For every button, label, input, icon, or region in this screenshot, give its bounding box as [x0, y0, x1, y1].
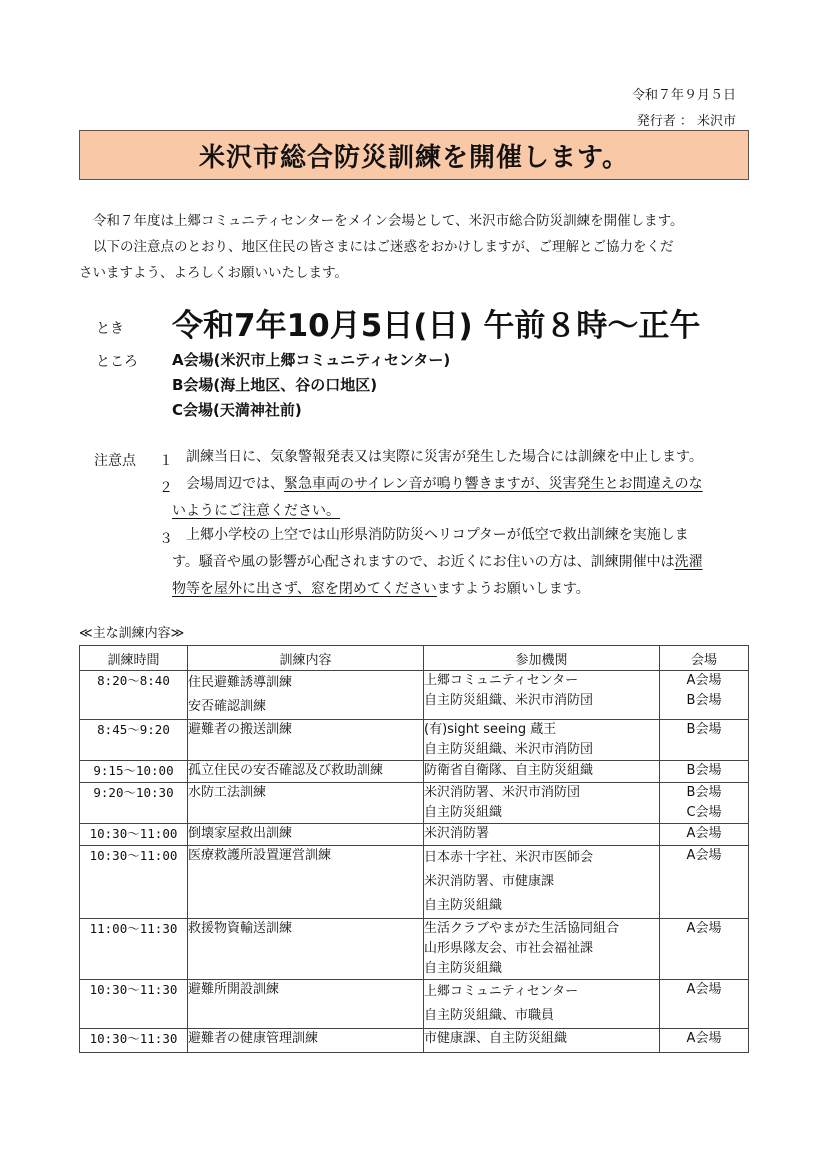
venue-line: B会場: [686, 693, 722, 708]
org-line: 自主防災組織: [424, 961, 503, 976]
cell-orgs: [424, 783, 660, 824]
venue-line: A会場: [686, 1031, 722, 1046]
content-line: 医療救護所設置運営訓練: [188, 848, 332, 863]
cell-orgs: [424, 919, 660, 980]
note-2-line-2: [172, 498, 340, 525]
cell-content: [188, 846, 424, 919]
org-line: 上郷コミュニティセンター: [424, 673, 579, 688]
venue-c: C会場(天満神社前): [172, 401, 302, 419]
note-2-line-1: [186, 471, 703, 498]
venue-line: B会場: [686, 763, 722, 778]
table-row: [80, 919, 749, 980]
org-line: 米沢消防署、市健康課: [424, 874, 555, 889]
cell-venue: [660, 761, 749, 783]
cell-content: [188, 1029, 424, 1053]
org-line: 自主防災組織、米沢市消防団: [424, 693, 594, 708]
header-time: 訓練時間: [80, 646, 188, 671]
cell-content: [188, 761, 424, 783]
note-3-underlined-2: 物等を屋外に出さず、窓を閉めてください: [172, 581, 437, 597]
time-value: 9:20～10:30: [93, 785, 174, 800]
cell-time: [80, 919, 188, 980]
content-line: 住民避難誘導訓練: [188, 675, 293, 690]
note-3-line-3-text: ますようお願いします。: [436, 581, 590, 597]
table-row: [80, 1029, 749, 1053]
time-value: 10:30～11:00: [89, 848, 178, 863]
org-line: 日本赤十字社、米沢市医師会: [424, 850, 594, 865]
note-3-line-2-text: す。騒音や風の影響が心配されますので、お近くにお住いの方は、訓練開催中は: [172, 554, 675, 570]
note-2-prefix: 会場周辺では、: [186, 476, 284, 492]
content-line: 水防工法訓練: [188, 785, 267, 800]
cell-time: [80, 671, 188, 720]
cell-content: [188, 980, 424, 1029]
venue-line: C会場: [686, 805, 722, 820]
cell-time: [80, 980, 188, 1029]
cell-time: [80, 761, 188, 783]
org-line: 自主防災組織: [424, 898, 503, 913]
cell-content: [188, 720, 424, 761]
event-datetime: 令和7年10月5日(日) 午前８時～正午: [172, 308, 701, 344]
when-label: とき: [96, 321, 124, 337]
cell-venue: [660, 980, 749, 1029]
time-value: 8:20～8:40: [97, 673, 170, 688]
table-header-row: [80, 646, 749, 671]
cell-orgs: [424, 761, 660, 783]
time-value: 10:30～11:30: [89, 982, 178, 997]
time-value: 9:15～10:00: [93, 763, 174, 778]
header-venue: 会場: [660, 646, 749, 671]
venue-line: B会場: [686, 785, 722, 800]
time-value: 8:45～9:20: [97, 722, 170, 737]
training-schedule-table: [79, 645, 749, 1053]
cell-venue: [660, 846, 749, 919]
org-line: 市健康課、自主防災組織: [424, 1031, 568, 1046]
cell-venue: [660, 720, 749, 761]
notes-label: 注意点: [94, 453, 136, 469]
venue-line: B会場: [686, 722, 722, 737]
table-row: [80, 824, 749, 846]
note-3-line-2: [172, 549, 703, 576]
content-line: 倒壊家屋救出訓練: [188, 826, 293, 841]
cell-time: [80, 1029, 188, 1053]
content-line: 避難所開設訓練: [188, 982, 280, 997]
table-row: [80, 720, 749, 761]
cell-orgs: [424, 846, 660, 919]
table-title: ≪主な訓練内容≫: [79, 626, 185, 641]
note-3-line-3: [172, 576, 590, 603]
cell-venue: [660, 1029, 749, 1053]
content-line: 孤立住民の安否確認及び救助訓練: [188, 763, 384, 778]
org-line: 自主防災組織: [424, 805, 503, 820]
cell-time: [80, 824, 188, 846]
org-line: 米沢消防署、米沢市消防団: [424, 785, 581, 800]
where-label: ところ: [96, 354, 138, 370]
venue-line: A会場: [686, 826, 722, 841]
cell-orgs: [424, 1029, 660, 1053]
table-row: [80, 783, 749, 824]
cell-venue: [660, 671, 749, 720]
cell-content: [188, 919, 424, 980]
table-row: [80, 846, 749, 919]
note-2-underlined-2: いようにご注意ください。: [172, 503, 340, 519]
note-2-number: ２: [159, 480, 173, 496]
cell-time: [80, 720, 188, 761]
cell-orgs: [424, 824, 660, 846]
table-row: [80, 980, 749, 1029]
table-row: [80, 761, 749, 783]
content-line: 安否確認訓練: [188, 699, 267, 714]
cell-venue: [660, 783, 749, 824]
cell-orgs: [424, 671, 660, 720]
note-3-line-1: 上郷小学校の上空では山形県消防防災ヘリコプターが低空で救出訓練を実施しま: [186, 527, 689, 543]
cell-content: [188, 671, 424, 720]
issuer: 発行者 ： 米沢市: [636, 114, 736, 129]
note-1-number: １: [159, 453, 173, 469]
page-title: 米沢市総合防災訓練を開催します。: [79, 130, 749, 180]
org-line: 自主防災組織、市職員: [424, 1008, 555, 1023]
venue-a: A会場(米沢市上郷コミュニティセンター): [172, 351, 451, 369]
intro-paragraph: [79, 208, 749, 286]
venue-b: B会場(海上地区、谷の口地区): [172, 376, 378, 394]
note-3-underlined-1: 洗濯: [674, 554, 703, 570]
cell-orgs: [424, 720, 660, 761]
cell-venue: [660, 824, 749, 846]
org-line: 上郷コミュニティセンター: [424, 984, 579, 999]
cell-content: [188, 783, 424, 824]
cell-time: [80, 783, 188, 824]
content-line: 避難者の搬送訓練: [188, 722, 293, 737]
header-content: 訓練内容: [188, 646, 424, 671]
table-row: [80, 671, 749, 720]
note-2-underlined-1: 緊急車両のサイレン音が鳴り響きますが、災害発生とお間違えのな: [284, 476, 703, 492]
cell-time: [80, 846, 188, 919]
intro-line-2: 以下の注意点のとおり、地区住民の皆さまにはご迷惑をおかけしますが、ご理解とご協力をくだ: [93, 239, 674, 255]
time-value: 10:30～11:00: [89, 826, 178, 841]
issue-date: 令和７年９月５日: [631, 88, 736, 103]
venue-line: A会場: [686, 673, 722, 688]
header-orgs: 参加機関: [424, 646, 660, 671]
time-value: 11:00～11:30: [89, 921, 178, 936]
intro-line-1: 令和７年度は上郷コミュニティセンターをメイン会場として、米沢市総合防災訓練を開催します。: [93, 213, 684, 229]
org-line: 生活クラブやまがた生活協同組合: [424, 921, 620, 936]
cell-orgs: [424, 980, 660, 1029]
org-line: 米沢消防署: [424, 826, 490, 841]
org-line: 防衛省自衛隊、自主防災組織: [424, 763, 594, 778]
content-line: 避難者の健康管理訓練: [188, 1031, 319, 1046]
note-1-text: 訓練当日に、気象警報発表又は実際に災害が発生した場合には訓練を中止します。: [186, 449, 703, 465]
org-line: (有)sight seeing 蔵王: [424, 722, 557, 737]
time-value: 10:30～11:30: [89, 1031, 178, 1046]
content-line: 救援物資輸送訓練: [188, 921, 293, 936]
org-line: 自主防災組織、米沢市消防団: [424, 742, 594, 757]
note-3-number: ３: [159, 531, 173, 547]
intro-line-3: さいますよう、よろしくお願いいたします。: [79, 265, 348, 281]
org-line: 山形県隊友会、市社会福祉課: [424, 941, 594, 956]
cell-content: [188, 824, 424, 846]
cell-venue: [660, 919, 749, 980]
venue-line: A会場: [686, 921, 722, 936]
venue-line: A会場: [686, 982, 722, 997]
venue-line: A会場: [686, 848, 722, 863]
